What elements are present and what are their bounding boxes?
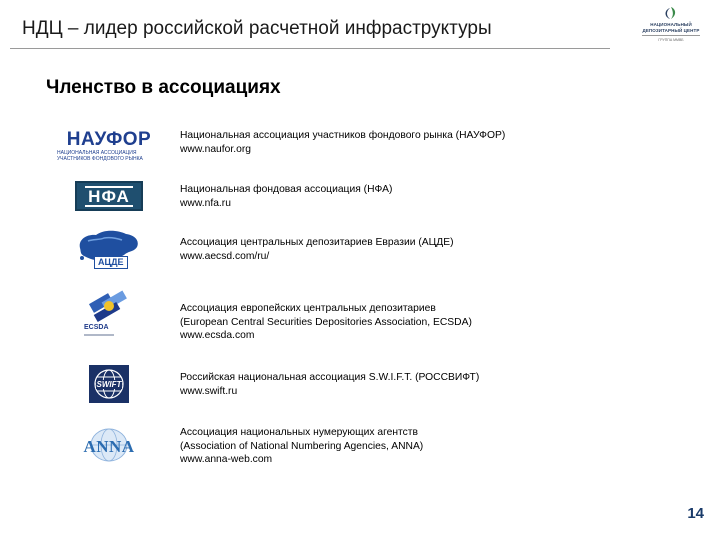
nfa-logo-text: НФА: [85, 186, 133, 207]
page-title: НДЦ – лидер российской расчетной инфраструктуры: [22, 18, 492, 39]
ndc-logo: [636, 6, 706, 52]
naufor-logo-sub1: НАЦИОНАЛЬНАЯ АССОЦИАЦИЯ: [57, 150, 137, 156]
ndc-logo-sub: ГРУППА ММВБ: [658, 38, 684, 42]
anna-logo-text: ANNA: [83, 437, 135, 456]
association-url: www.swift.ru: [180, 385, 238, 397]
association-row-swift: [50, 364, 690, 404]
ecsda-globe-icon: [84, 288, 134, 324]
aecsd-logo: [50, 226, 168, 274]
ecsda-logo: [50, 288, 168, 344]
association-name: Ассоциация центральных депозитариев Евразии (АЦДЕ): [180, 237, 454, 248]
ndc-logo-line2: ДЕПОЗИТАРНЫЙ ЦЕНТР: [642, 28, 700, 33]
association-url: www.ecsda.com: [180, 330, 255, 341]
association-text: [180, 302, 472, 343]
ndc-logo-rule: [642, 35, 700, 36]
association-row-nfa: [50, 180, 690, 212]
association-text: [180, 371, 479, 398]
association-url: www.aecsd.com/ru/: [180, 250, 270, 262]
association-name: Ассоциация европейских центральных депозитариев: [180, 303, 436, 314]
ecsda-tagline-rule: [84, 334, 114, 336]
section-title: Членство в ассоциациях: [46, 77, 281, 98]
association-name: Национальная фондовая ассоциация (НФА): [180, 184, 393, 195]
page-number: 14: [687, 505, 704, 522]
association-text: [180, 236, 454, 263]
header-divider: [10, 48, 610, 49]
naufor-logo-sub2: УЧАСТНИКОВ ФОНДОВОГО РЫНКА: [57, 156, 143, 162]
anna-logo: [50, 420, 168, 470]
association-text: [180, 426, 423, 467]
association-row-naufor: [50, 126, 690, 166]
association-name: Национальная ассоциация участников фондового рынка (НАУФОР): [180, 130, 506, 141]
nfa-logo: [50, 180, 168, 212]
association-row-ecsda: [50, 288, 690, 344]
association-text: [180, 183, 392, 210]
naufor-logo: [50, 126, 168, 166]
association-url: www.naufor.org: [180, 143, 251, 155]
aecsd-logo-text: АЦДЕ: [94, 256, 128, 269]
ecsda-logo-text: ECSDA: [84, 324, 109, 331]
association-name: Ассоциация национальных нумерующих агентств: [180, 427, 418, 438]
ndc-logo-line1: НАЦИОНАЛЬНЫЙ: [650, 22, 692, 27]
swift-logo: [50, 364, 168, 404]
association-row-anna: [50, 420, 690, 470]
association-row-aecsd: [50, 226, 690, 274]
association-name-en: (Association of National Numbering Agencies, ANNA): [180, 440, 424, 452]
association-name: Российская национальная ассоциация S.W.I.F.T. (РОССВИФТ): [180, 372, 480, 383]
association-url: www.anna-web.com: [180, 454, 273, 465]
naufor-logo-text: НАУФОР: [66, 129, 152, 150]
swift-logo-text: SWIFT: [96, 379, 122, 389]
association-text: [180, 129, 505, 156]
association-url: www.nfa.ru: [180, 197, 231, 209]
ndc-logo-icon: [658, 6, 684, 20]
association-name-en: (European Central Securities Depositories Association, ECSDA): [180, 316, 472, 328]
